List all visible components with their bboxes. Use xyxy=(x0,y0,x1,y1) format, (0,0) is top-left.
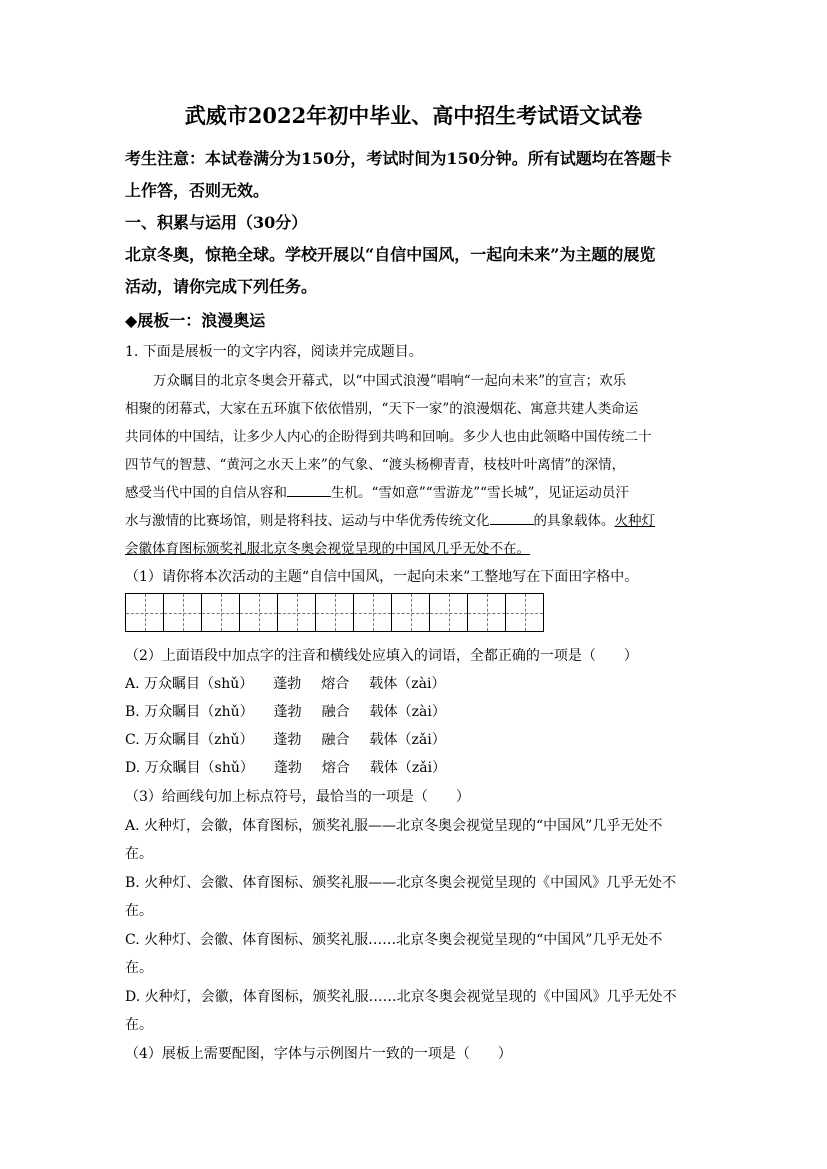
option-label: C. xyxy=(125,732,140,748)
sub-question-2: （2）上面语段中加点字的注音和横线处应填入的词语，全都正确的一项是（ ） xyxy=(125,648,638,664)
passage-line-6-part-a: 水与激情的比赛场馆，则是将科技、运动与中华优秀传统文化 xyxy=(125,513,490,529)
grid-cell[interactable] xyxy=(505,593,544,632)
option-b-line-2[interactable]: 在。 xyxy=(125,903,153,919)
notice-line-2: 上作答，否则无效。 xyxy=(125,181,270,200)
option-part: 蓬勃 xyxy=(273,760,302,776)
passage-line-6 xyxy=(125,509,655,529)
writing-grid[interactable] xyxy=(125,593,543,632)
underlined-sentence-start: 火种灯 xyxy=(614,513,655,529)
fill-blank-1 xyxy=(287,482,331,497)
underlined-sentence: 会徽体育图标颁奖礼服北京冬奥会视觉呈现的中国风几乎无处不在。 xyxy=(125,541,530,557)
grid-cell[interactable] xyxy=(125,593,164,632)
option-part: 蓬勃 xyxy=(273,732,302,748)
option-part: 万众瞩目（zhǔ） xyxy=(144,732,254,748)
option-b-line-1[interactable]: B. 火种灯、会徽、体育图标、颁奖礼服——北京冬奥会视觉呈现的《中国风》几乎无处不 xyxy=(125,875,677,891)
option-part: 万众瞩目（shǔ） xyxy=(144,676,254,692)
option-part: 蓬勃 xyxy=(273,704,302,720)
option-part: 万众瞩目（zhǔ） xyxy=(144,704,254,720)
passage-line-5-part-a: 感受当代中国的自信从容和 xyxy=(125,485,287,501)
passage-line-5 xyxy=(125,481,629,501)
option-a-line-2[interactable]: 在。 xyxy=(125,846,153,862)
option-part: 载体（zǎi） xyxy=(369,732,446,748)
passage-line-3: 共同体的中国结，让多少人内心的企盼得到共鸣和回响。多少人也由此领略中国传统二十 xyxy=(125,429,652,445)
option-b[interactable] xyxy=(125,701,446,721)
notice-line-1: 考生注意：本试卷满分为150分，考试时间为150分钟。所有试题均在答题卡 xyxy=(125,149,672,168)
passage-line-5-part-b: 生机。“雪如意”“雪游龙”“雪长城”，见证运动员汗 xyxy=(331,485,629,501)
passage-line-6-part-b: 的具象载体。 xyxy=(533,513,615,529)
option-part: 载体（zǎi） xyxy=(369,760,447,776)
grid-cell[interactable] xyxy=(353,593,392,632)
option-label: B. xyxy=(125,704,140,720)
section-heading: 一、积累与运用（30分） xyxy=(125,213,308,232)
grid-cell[interactable] xyxy=(163,593,202,632)
grid-cell[interactable] xyxy=(315,593,354,632)
grid-cell[interactable] xyxy=(391,593,430,632)
grid-cell[interactable] xyxy=(277,593,316,632)
option-part: 融合 xyxy=(321,704,350,720)
option-label: D. xyxy=(125,760,141,776)
option-part: 载体（zài） xyxy=(369,704,446,720)
question-1-stem: 1. 下面是展板一的文字内容，阅读并完成题目。 xyxy=(125,344,423,360)
option-d-line-1[interactable]: D. 火种灯，会徽，体育图标，颁奖礼服……北京冬奥会视觉呈现的《中国风》几乎无处不 xyxy=(125,989,677,1005)
grid-cell[interactable] xyxy=(429,593,468,632)
grid-cell[interactable] xyxy=(467,593,506,632)
grid-cell[interactable] xyxy=(239,593,278,632)
option-part: 熔合 xyxy=(321,676,350,692)
option-a-line-1[interactable]: A. 火种灯，会徽，体育图标，颁奖礼服——北京冬奥会视觉呈现的“中国风”几乎无处不 xyxy=(125,818,663,834)
option-part: 熔合 xyxy=(321,760,350,776)
passage-line-1: 万众瞩目的北京冬奥会开幕式，以“中国式浪漫”唱响“一起向未来”的宣言；欢乐 xyxy=(153,373,627,389)
passage-line-2: 相聚的闭幕式，大家在五环旗下依依惜别，“天下一家”的浪漫烟花、寓意共建人类命运 xyxy=(125,401,639,417)
grid-cell[interactable] xyxy=(201,593,240,632)
option-part: 融合 xyxy=(321,732,350,748)
option-a[interactable] xyxy=(125,673,445,693)
option-c-line-2[interactable]: 在。 xyxy=(125,960,153,976)
option-label: A. xyxy=(125,676,140,692)
exam-title: 武威市2022年初中毕业、高中招生考试语文试卷 xyxy=(184,103,643,128)
option-c[interactable] xyxy=(125,729,446,749)
option-c-line-1[interactable]: C. 火种灯、会徽、体育图标、颁奖礼服……北京冬奥会视觉呈现的“中国风”几乎无处不 xyxy=(125,932,663,948)
option-d[interactable] xyxy=(125,757,446,777)
option-d-line-2[interactable]: 在。 xyxy=(125,1017,153,1033)
passage-line-4: 四节气的智慧、“黄河之水天上来”的气象、“渡头杨柳青青，枝枝叶叶离情”的深情， xyxy=(125,457,626,473)
fill-blank-2 xyxy=(490,510,534,525)
sub-question-3: （3）给画线句加上标点符号，最恰当的一项是（ ） xyxy=(125,789,470,805)
board-heading: ◆展板一：浪漫奥运 xyxy=(125,311,266,330)
option-part: 蓬勃 xyxy=(273,676,302,692)
sub-question-1: （1）请你将本次活动的主题“自信中国风，一起向未来”工整地写在下面田字格中。 xyxy=(125,569,639,585)
option-part: 万众瞩目（shǔ） xyxy=(144,760,254,776)
option-part: 载体（zài） xyxy=(369,676,446,692)
section-intro-line-2: 活动，请你完成下列任务。 xyxy=(125,277,318,296)
sub-question-4: （4）展板上需要配图，字体与示例图片一致的一项是（ ） xyxy=(125,1046,512,1062)
section-intro-line-1: 北京冬奥，惊艳全球。学校开展以“自信中国风，一起向未来”为主题的展览 xyxy=(125,245,656,264)
